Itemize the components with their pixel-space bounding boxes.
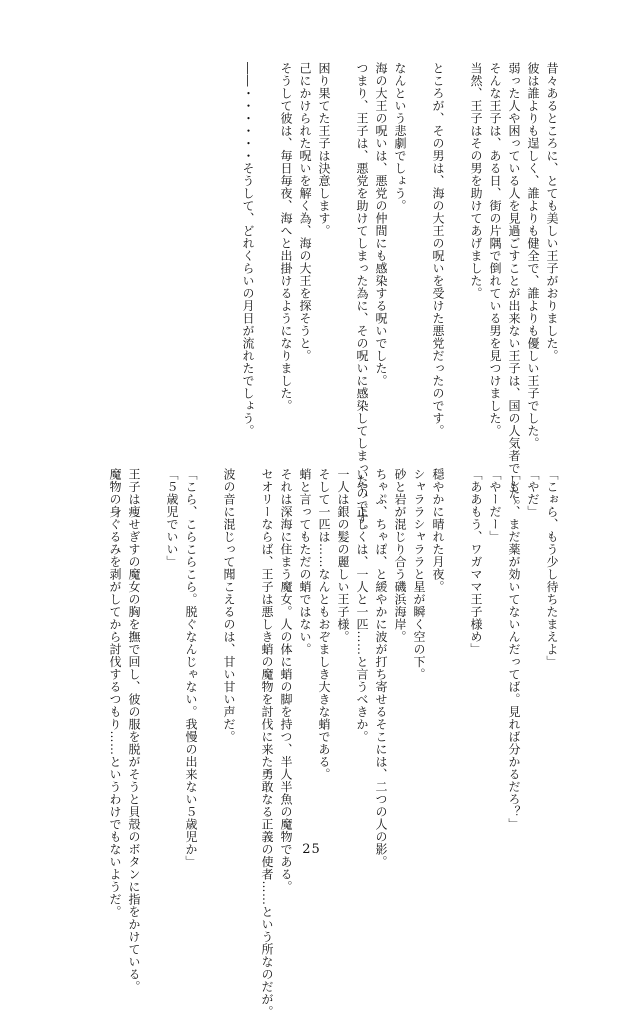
blank-line: [143, 468, 162, 848]
paragraph-line: つまり、王子は、悪党を助けてしまった為に、その呪いに感染してしまったのです。: [355, 62, 369, 537]
blank-line: [200, 468, 219, 848]
paragraph-line: それは深海に住まう魔女。人の体に蛸の脚を持つ、半人半魚の魔物である。: [279, 468, 293, 893]
page-number: 25: [302, 842, 321, 857]
paragraph-line: 砂と岩が混じり合う磯浜海岸。: [393, 468, 407, 643]
paragraph-line: シャララシャララと星が瞬く空の下。: [412, 468, 426, 681]
paragraph-line: 己にかけられた呪いを解く為、海の大王を探そうと。: [298, 62, 312, 362]
paragraph-line: ところが、その男は、海の大王の呪いを受けた悪党だったのです。: [431, 62, 445, 437]
paragraph-line: なんという悲劇でしょう。: [393, 62, 407, 212]
dialogue-line: 「やだ」: [526, 468, 540, 518]
paragraph-line: 困り果てた王子は決意します。: [317, 62, 331, 237]
paragraph-line: セオリーならば、王子は悪しき蛸の魔物を討伐に来た勇敢なる正義の使者……という所なのだが。: [260, 468, 274, 1018]
paragraph-line: 昔々あるところに、とても美しい王子がおりました。: [545, 62, 559, 362]
blank-line: [238, 468, 257, 848]
paragraph-line: そうして彼は、毎日毎夜、海へと出掛けるようになりました。: [279, 62, 293, 412]
paragraph-line: いや、正しくは、一人と一匹……と言うべきか。: [355, 468, 369, 743]
blank-line: [409, 62, 428, 392]
dialogue-line: 「も～、まだ薬が効いてないんだってば。見れば分かるだろ？」: [507, 468, 521, 831]
paragraph-line: 弱った人や困っている人を見過ごすことが出来ない王子は、国の人気者でした。: [507, 62, 521, 512]
blank-line: [257, 62, 276, 392]
paragraph-line: 海の大王の呪いは、悪党の仲間にも感染する呪いでした。: [374, 62, 388, 387]
paragraph-line: 蛸と言ってもただの蛸ではない。: [298, 468, 312, 656]
paragraph-line: 穏やかに晴れた月夜。: [431, 468, 445, 593]
blank-line: [333, 62, 352, 392]
paragraph-line: 魔物の身ぐるみを剥がしてから討伐するつもり……というわけでもないようだ。: [108, 468, 122, 918]
blank-line: [447, 468, 466, 848]
paragraph-line: そして一匹は……なんともおぞましき大きな蛸である。: [317, 468, 331, 781]
paragraph-line: 波の音に混じって聞こえるのは、甘い甘い声だ。: [222, 468, 236, 743]
paragraph-line: 彼は誰よりも逞しく、誰よりも健全で、誰よりも優しい王子でした。: [526, 62, 540, 450]
paragraph-line: そんな王子は、ある日、街の片隅で倒れている男を見つけました。: [488, 62, 502, 437]
dialogue-line: 「やーだー」: [488, 468, 502, 543]
paragraph-line: ちゃぷ、ちゃぽ、と緩やかに波が打ち寄せるそこには、二つの人の影。: [374, 468, 388, 868]
paragraph-line: 一人は銀の髪の麗しい王子様。: [336, 468, 350, 643]
dialogue-line: 「５歳児でいい」: [165, 468, 179, 568]
blank-line: [447, 62, 466, 392]
dialogue-line: 「こら、こらこらこら。脱ぐなんじゃない。我慢の出来ない５歳児か」: [184, 468, 198, 868]
paragraph-line: 王子は痩せぎすの魔女の胸を撫で回し、彼の服を脱がそうと貝殻のボタンに指をかけている。: [127, 468, 141, 993]
dialogue-line: 「こぉら、もう少し待ちたまえよ」: [545, 468, 559, 668]
paragraph-line: ――・・・・・・そうして、どれくらいの月日が流れたでしょう。: [241, 62, 255, 437]
dialogue-line: 「ああもう、ワガママ王子様め」: [469, 468, 483, 656]
paragraph-line: 当然、王子はその男を助けてあげました。: [469, 62, 483, 300]
